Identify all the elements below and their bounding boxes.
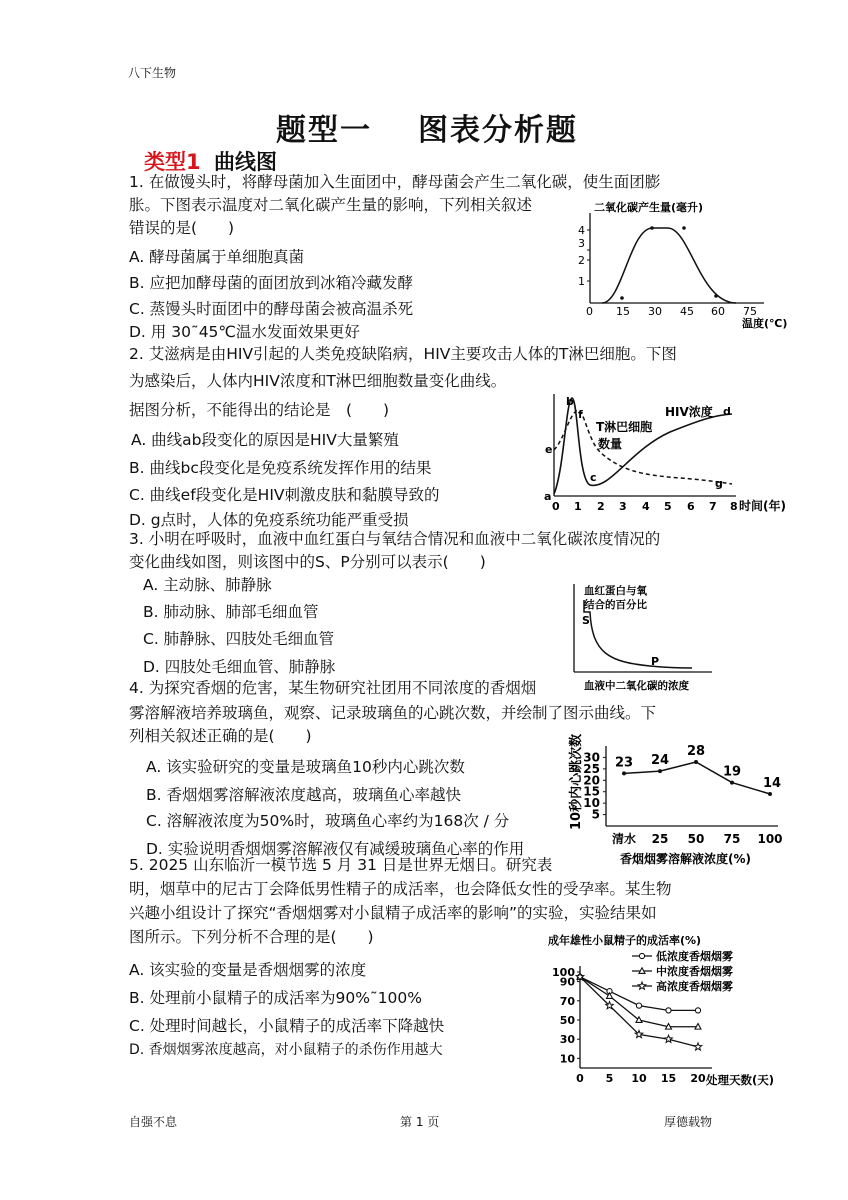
q4-ytick: 20 [583,773,600,788]
q5-xtick: 5 [605,1072,614,1085]
q5-ytick: 10 [559,1052,575,1066]
q2-xtick: 8 [730,500,738,513]
q1-line-2: 胀。下图表示温度对二氧化碳产生量的影响，下列相关叙述 [129,196,533,214]
q5-xtick: 10 [631,1072,647,1085]
q1-chart-ylabel: 二氧化碳产生量(毫升) [594,201,704,214]
q5-legend-marker [639,968,645,974]
q5-data-point [666,1008,671,1013]
q2-xtick: 3 [619,500,627,513]
q4-ytick: 30 [583,750,600,765]
q3-option-d[interactable]: D. 四肢处毛细血管、肺静脉 [143,658,336,676]
q5-ytick: 70 [559,994,575,1008]
q2-xtick: 6 [687,500,695,513]
footer-right: 厚德载物 [664,1115,713,1129]
q2-option-d[interactable]: D. g点时，人体的免疫系统功能严重受损 [129,511,409,529]
q1-line-3: 错误的是( ) [129,219,235,237]
q2-xtick: 5 [664,500,672,513]
q4-category-label: 清水 [611,832,637,846]
page-title-part1: 题型一 [276,113,372,148]
q5-xtick: 0 [576,1072,584,1085]
q3-point-s: S [582,614,590,627]
q2-line-1: 2. 艾滋病是由HIV引起的人类免疫缺陷病，HIV主要攻击人体的T淋巴细胞。下图 [129,345,677,363]
q2-option-a[interactable]: A. 曲线ab段变化的原因是HIV大量繁殖 [131,431,399,449]
q3-option-b[interactable]: B. 肺动脉、肺部毛细血管 [143,603,319,621]
q5-option-d[interactable]: D. 香烟烟雾浓度越高，对小鼠精子的杀伤作用越大 [129,1042,443,1058]
q5-legend-marker [639,953,644,958]
q4-line-3: 列相关叙述正确的是( ) [129,727,312,745]
q2-point-d: d [723,405,731,418]
q5-ytick: 90 [559,975,575,989]
q2-xtick: 0 [552,500,560,513]
q1-xtick: 60 [711,305,725,318]
section-label: 类型1 [144,150,201,174]
q3-point-p: P [651,655,660,668]
q5-option-b[interactable]: B. 处理前小鼠精子的成活率为90%˜100% [129,989,423,1007]
page-number: 第 1 页 [400,1115,440,1129]
q1-option-b[interactable]: B. 应把加酵母菌的面团放到冰箱冷藏发酵 [129,274,413,292]
q4-data-point [658,769,662,773]
q2-label-tcell-2: 数量 [598,437,623,451]
q1-ytick: 3 [578,237,585,250]
q4-line-2: 雾溶解液培养玻璃鱼，观察、记录玻璃鱼的心跳次数，并绘制了图示曲线。下 [129,704,657,722]
q1-option-d[interactable]: D. 用 30˜45℃温水发面效果更好 [129,323,360,341]
q4-data-label: 14 [762,776,782,791]
q5-line-3: 兴趣小组设计了探究“香烟烟雾对小鼠精子成活率的影响”的实验，实验结果如 [129,904,657,922]
q5-legend-label: 低浓度香烟烟雾 [656,950,733,963]
q4-chart-xlabel: 香烟烟雾溶解液浓度(%) [620,852,751,866]
q4-chart-ylabel: 10秒内心跳次数 [569,733,584,830]
q4-line-1: 4. 为探究香烟的危害，某生物研究社团用不同浓度的香烟烟 [129,679,537,697]
q4-ytick: 25 [583,761,600,776]
q2-hiv-chart [540,390,820,520]
q1-chart-xticks [586,305,757,318]
q1-co2-curve [602,228,736,303]
q3-chart-ylabel-2: 结合的百分比 [584,599,647,611]
q5-line-4: 图所示。下列分析不合理的是( ) [129,928,374,946]
q5-xtick: 15 [660,1072,677,1085]
q5-option-a[interactable]: A. 该实验的变量是香烟烟雾的浓度 [129,961,367,979]
q4-ytick: 5 [591,807,600,822]
q4-series-line [624,762,770,794]
q2-point-c: c [590,471,597,484]
q1-xtick: 0 [586,305,593,318]
q5-data-point [695,1024,701,1030]
q5-chart-xlabel: 处理天数(天) [706,1073,775,1087]
q5-data-point [665,1035,673,1042]
q5-data-point [666,1024,672,1030]
q1-xtick: 15 [616,305,630,318]
q5-sperm-survival-chart [540,930,790,1090]
q2-point-f: f [578,408,583,421]
page-title-part2: 图表分析题 [418,113,578,148]
q3-chart-ylabel-1: 血红蛋白与氧 [584,585,647,597]
q4-option-c[interactable]: C. 溶解液浓度为50%时，玻璃鱼心率约为168次 / 分 [146,812,510,830]
q1-ytick: 2 [578,254,585,267]
q4-data-label: 28 [686,744,706,759]
q5-data-point [694,1043,702,1050]
q1-ytick: 1 [578,275,585,288]
q1-point [650,226,654,230]
q1-xtick: 75 [743,305,757,318]
q2-label-tcell-1: T淋巴细胞 [596,420,653,434]
q1-point [714,294,718,298]
q5-option-c[interactable]: C. 处理时间越长，小鼠精子的成活率下降越快 [129,1017,445,1035]
q2-xtick: 7 [709,500,717,513]
q5-xtick: 20 [690,1072,706,1085]
q4-heartbeat-chart [566,730,806,870]
q5-chart-title: 成年雄性小鼠精子的成活率(%) [548,934,702,947]
q5-ytick: 30 [559,1033,575,1047]
q4-category-label: 75 [723,832,741,846]
q4-category-label: 25 [651,832,669,846]
q4-option-b[interactable]: B. 香烟烟雾溶解液浓度越高，玻璃鱼心率越快 [146,786,461,804]
q5-line-2: 明，烟草中的尼古丁会降低男性精子的成活率，也会降低女性的受孕率。某生物 [129,880,672,898]
q1-temperature-chart [560,195,800,335]
q3-line-2: 变化曲线如图，则该图中的S、P分别可以表示( ) [129,553,486,571]
q5-data-point [695,1008,700,1013]
q1-line-1: 1. 在做馒头时，将酵母菌加入生面团中，酵母菌会产生二氧化碳，使生面团膨 [129,173,661,191]
q4-data-point [730,781,734,785]
q4-data-label: 23 [614,755,634,771]
q5-data-point [607,993,613,999]
q3-option-c[interactable]: C. 肺静脉、四肢处毛细血管 [143,630,335,648]
q5-legend-label: 中浓度香烟烟雾 [656,965,733,978]
q4-category-label: 100 [757,832,783,846]
q1-option-c[interactable]: C. 蒸馒头时面团中的酵母菌会被高温杀死 [129,300,414,318]
q5-line-1: 5. 2025 山东临沂一模节选 5 月 31 日是世界无烟日。研究表 [129,856,553,874]
q3-option-a[interactable]: A. 主动脉、肺静脉 [143,576,272,594]
q2-xtick: 2 [597,500,605,513]
q2-option-b[interactable]: B. 曲线bc段变化是免疫系统发挥作用的结果 [129,459,432,477]
q2-xtick: 4 [642,500,650,513]
q5-ytick: 50 [559,1014,575,1027]
q1-point [682,226,686,230]
header-subject: 八下生物 [128,66,177,80]
section-name: 曲线图 [214,150,277,174]
q2-point-g: g [715,477,723,490]
q4-data-point [694,760,698,764]
q4-ytick: 15 [583,784,600,799]
q2-option-c[interactable]: C. 曲线ef段变化是HIV刺激皮肤和黏膜导致的 [129,486,440,504]
q5-legend-marker [638,982,646,989]
q3-line-1: 3. 小明在呼吸时，血液中血红蛋白与氧结合情况和血液中二氧化碳浓度情况的 [129,530,661,548]
q4-data-label: 24 [650,753,670,769]
q4-data-point [768,792,772,796]
q5-ytick: 100 [552,966,575,979]
q5-data-point [636,1003,641,1008]
q3-chart-xlabel: 血液中二氧化碳的浓度 [584,680,689,692]
q2-point-b: b [566,395,574,408]
q1-xtick: 45 [680,305,694,318]
q2-line-3: 据图分析，不能得出的结论是 ( ) [129,401,390,419]
q2-point-a: a [544,490,552,503]
q2-line-2: 为感染后，人体内HIV浓度和T淋巴细胞数量变化曲线。 [129,372,507,390]
q1-xtick: 30 [648,305,662,318]
q1-option-a[interactable]: A. 酵母菌属于单细胞真菌 [129,248,305,266]
q1-ytick: 4 [578,224,585,237]
footer-left: 自强不息 [129,1115,178,1129]
q2-xtick: 1 [574,500,582,513]
q4-option-a[interactable]: A. 该实验研究的变量是玻璃鱼10秒内心跳次数 [146,758,465,776]
q5-legend-label: 高浓度香烟烟雾 [656,980,733,993]
q2-chart-xlabel: 时间(年) [739,499,786,513]
q4-category-label: 50 [687,832,705,846]
q4-option-d[interactable]: D. 实验说明香烟烟雾溶解液仅有减缓玻璃鱼心率的作用 [146,840,525,858]
q1-point [620,296,624,300]
q1-chart-yticks [578,224,590,288]
q1-chart-xlabel: 温度(℃) [742,317,788,330]
q4-ytick: 10 [583,796,600,811]
q3-hemoglobin-chart [570,582,730,697]
q4-data-label: 19 [722,764,742,780]
q2-point-e: e [545,443,553,456]
q2-label-hiv: HIV浓度 [665,405,713,419]
q4-data-point [622,771,626,775]
